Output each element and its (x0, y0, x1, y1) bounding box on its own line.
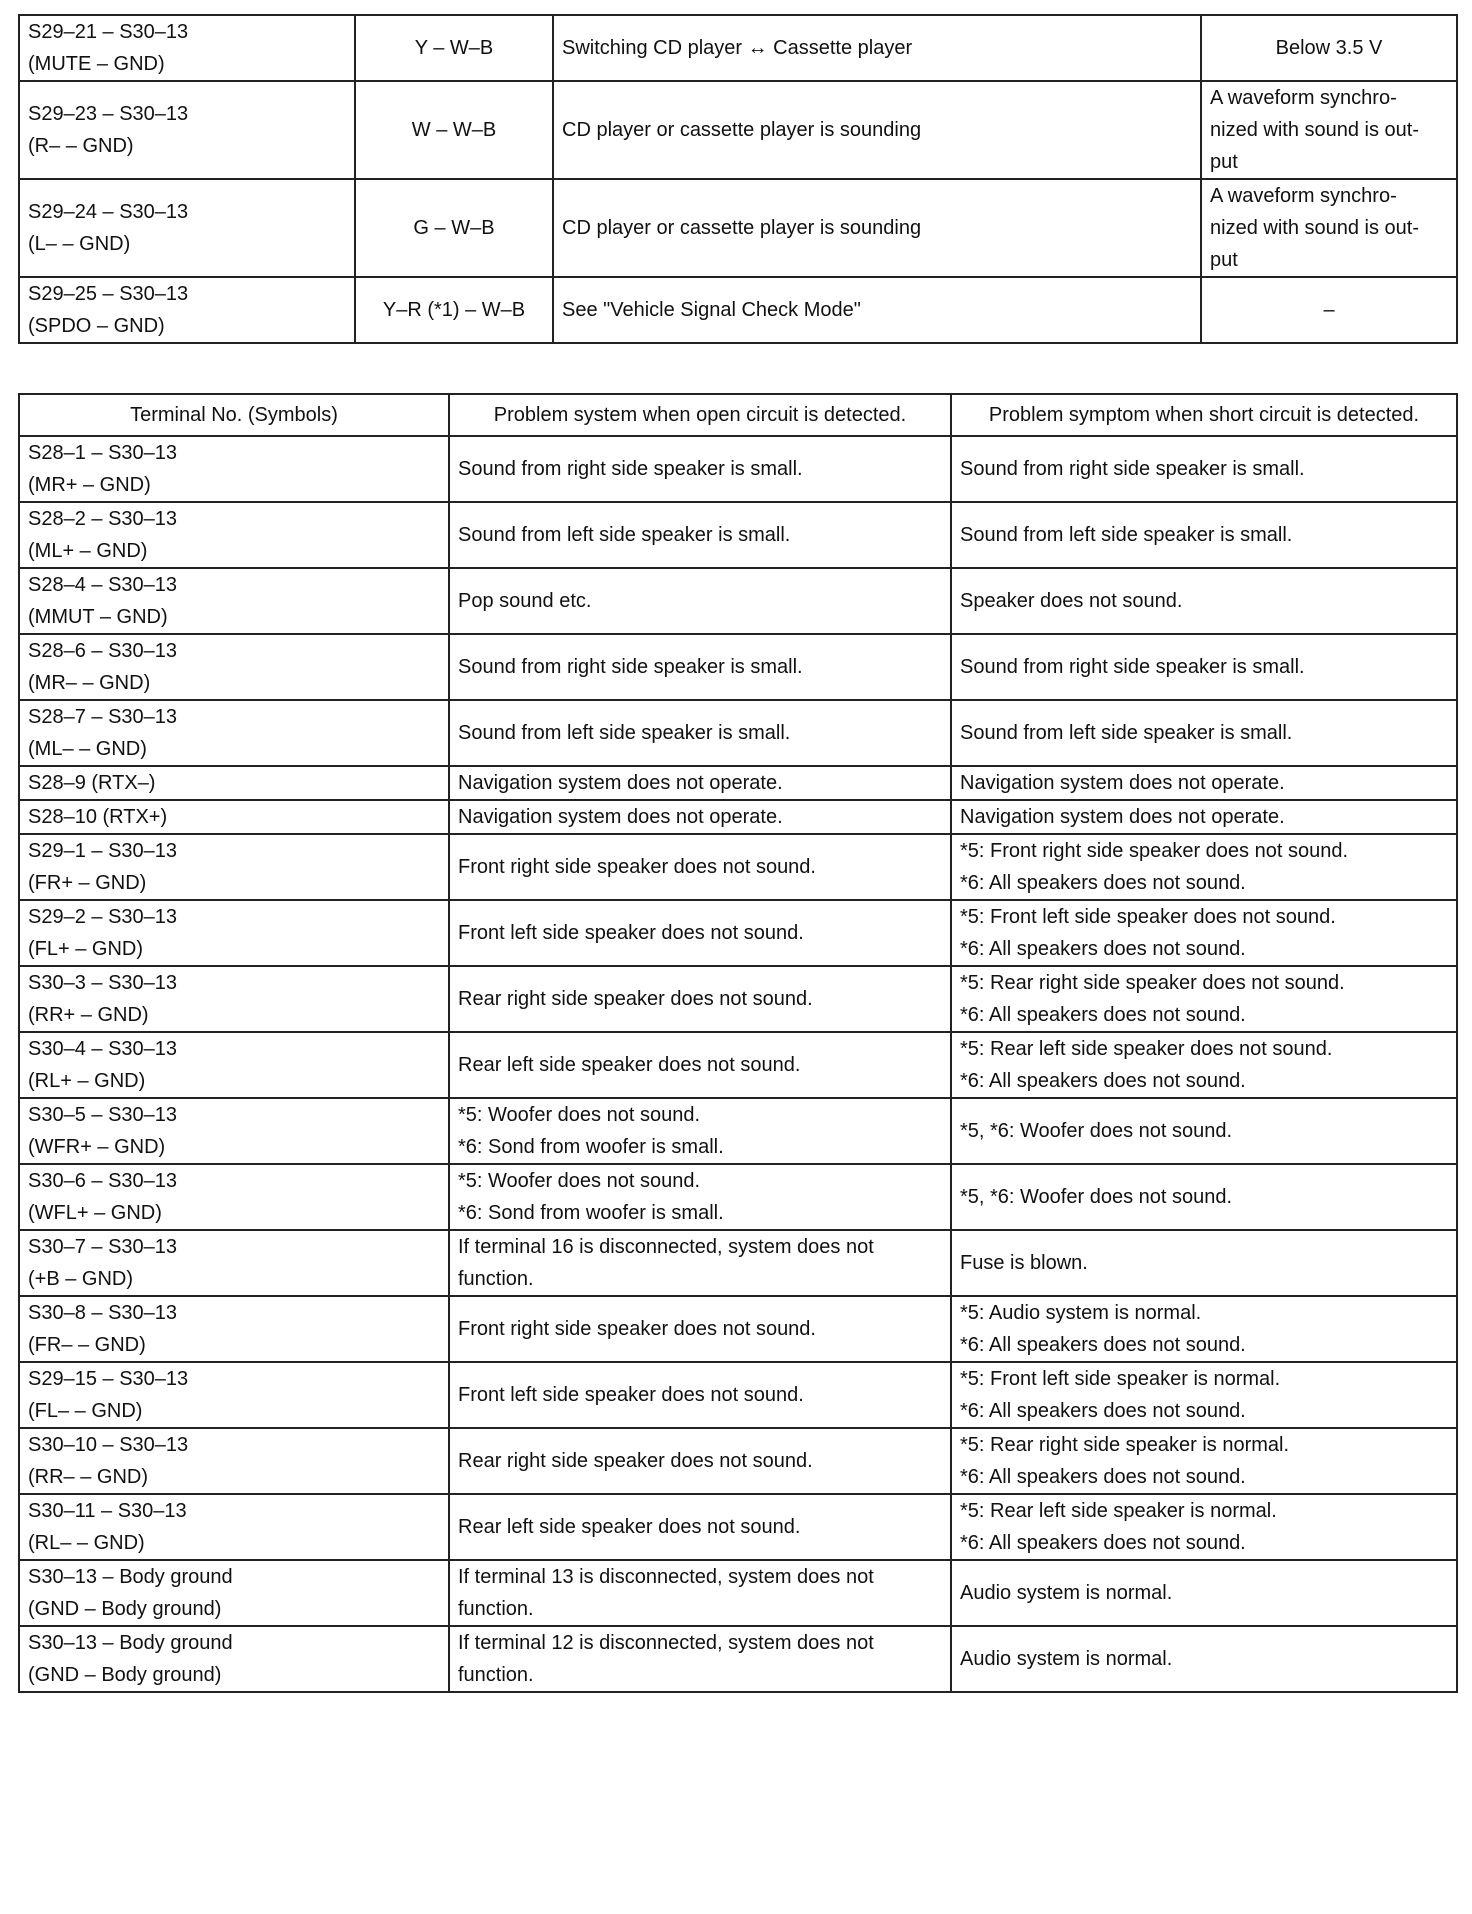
terminal-cell-line: (RL– – GND) (28, 1532, 145, 1554)
terminal-cell (19, 1560, 449, 1626)
table-row (19, 1032, 1457, 1098)
table-row (19, 634, 1457, 700)
table-row (19, 1560, 1457, 1626)
short-circuit-cell-line: *6: All speakers does not sound. (960, 872, 1246, 894)
short-circuit-cell-line: *5: Front left side speaker is normal. (960, 1368, 1281, 1390)
terminal-cell-line: S28–9 (RTX–) (28, 772, 156, 794)
terminal-cell-line: (MR– – GND) (28, 672, 151, 694)
terminal-cell-line: (WFL+ – GND) (28, 1202, 162, 1224)
table-row (19, 1362, 1457, 1428)
specified-value-cell (1201, 277, 1457, 343)
short-circuit-cell-line: Sound from left side speaker is small. (960, 524, 1293, 546)
open-circuit-cell (449, 502, 951, 568)
table-row (19, 834, 1457, 900)
terminal-cell-line: (RL+ – GND) (28, 1070, 146, 1092)
open-circuit-cell-line: *5: Woofer does not sound. (458, 1104, 701, 1126)
specified-value-cell-line: A waveform synchro- (1210, 185, 1397, 207)
open-circuit-cell (449, 568, 951, 634)
open-circuit-cell-line: Pop sound etc. (458, 590, 592, 612)
table-row (19, 1296, 1457, 1362)
open-circuit-cell (449, 1296, 951, 1362)
terminal-cell (19, 1098, 449, 1164)
open-circuit-cell (449, 1230, 951, 1296)
table-row (19, 1428, 1457, 1494)
short-circuit-cell-line: *5, *6: Woofer does not sound. (960, 1120, 1233, 1142)
short-circuit-cell-line: *6: All speakers does not sound. (960, 1400, 1246, 1422)
condition-cell: Switching CD player ↔ Cassette player (553, 15, 1201, 81)
short-circuit-cell-line: *6: All speakers does not sound. (960, 1334, 1246, 1356)
specified-value-cell-line: put (1210, 249, 1238, 271)
open-circuit-cell-line: function. (458, 1664, 534, 1686)
terminal-cell (19, 766, 449, 800)
short-circuit-cell (951, 1626, 1457, 1692)
specified-value-cell-line: nized with sound is out- (1210, 119, 1420, 141)
terminal-cell (19, 900, 449, 966)
header-terminal: Terminal No. (Symbols) (19, 394, 449, 436)
table-row (19, 502, 1457, 568)
terminal-cell-line: (R– – GND) (28, 135, 134, 157)
table-row (19, 1098, 1457, 1164)
table-row (19, 800, 1457, 834)
open-circuit-cell-line: Front right side speaker does not sound. (458, 856, 816, 878)
short-circuit-cell-line: *5: Rear left side speaker is normal. (960, 1500, 1277, 1522)
short-circuit-cell (951, 1098, 1457, 1164)
short-circuit-cell (951, 1362, 1457, 1428)
short-circuit-cell (951, 834, 1457, 900)
terminal-cell (19, 1230, 449, 1296)
terminal-cell-line: S30–13 – Body ground (28, 1566, 233, 1588)
terminal-cell-line: S29–2 – S30–13 (28, 906, 178, 928)
short-circuit-cell-line: *6: All speakers does not sound. (960, 1466, 1246, 1488)
short-circuit-cell-line: *5: Front left side speaker does not sound. (960, 906, 1336, 928)
terminal-cell-line: (ML+ – GND) (28, 540, 148, 562)
terminal-cell (19, 277, 355, 343)
open-circuit-cell (449, 900, 951, 966)
open-circuit-cell (449, 766, 951, 800)
open-circuit-cell (449, 1626, 951, 1692)
open-circuit-cell (449, 1560, 951, 1626)
header-short-circuit: Problem symptom when short circuit is detected. (951, 394, 1457, 436)
terminal-cell-line: (GND – Body ground) (28, 1598, 222, 1620)
terminal-cell-line: S30–5 – S30–13 (28, 1104, 178, 1126)
open-circuit-cell-line: Sound from right side speaker is small. (458, 458, 803, 480)
terminal-cell-line: S29–1 – S30–13 (28, 840, 178, 862)
short-circuit-cell (951, 568, 1457, 634)
short-circuit-cell-line: Fuse is blown. (960, 1252, 1088, 1274)
open-circuit-cell-line: *6: Sond from woofer is small. (458, 1202, 724, 1224)
terminal-cell-line: (MUTE – GND) (28, 53, 165, 75)
short-circuit-cell-line: Sound from right side speaker is small. (960, 656, 1305, 678)
open-circuit-cell-line: Navigation system does not operate. (458, 772, 783, 794)
terminal-cell-line: S28–2 – S30–13 (28, 508, 178, 530)
terminal-cell (19, 568, 449, 634)
terminal-cell-line: S28–6 – S30–13 (28, 640, 178, 662)
short-circuit-cell (951, 700, 1457, 766)
open-circuit-cell (449, 700, 951, 766)
terminal-voltage-table-body (19, 15, 1457, 343)
terminal-cell-line: S30–10 – S30–13 (28, 1434, 189, 1456)
open-circuit-cell-line: If terminal 13 is disconnected, system does not (458, 1566, 874, 1588)
table-row (19, 1230, 1457, 1296)
open-circuit-cell (449, 800, 951, 834)
terminal-cell-line: S30–11 – S30–13 (28, 1500, 187, 1522)
terminal-cell-line: (MR+ – GND) (28, 474, 151, 496)
open-circuit-cell-line: *5: Woofer does not sound. (458, 1170, 701, 1192)
terminal-cell-line: (FL– – GND) (28, 1400, 143, 1422)
terminal-cell (19, 1362, 449, 1428)
terminal-cell-line: S29–21 – S30–13 (28, 21, 189, 43)
short-circuit-cell-line: *5, *6: Woofer does not sound. (960, 1186, 1233, 1208)
terminal-cell-line: (FR+ – GND) (28, 872, 147, 894)
short-circuit-cell (951, 634, 1457, 700)
terminal-cell-line: (ML– – GND) (28, 738, 147, 760)
specified-value-cell (1201, 81, 1457, 179)
specified-value-cell-line: put (1210, 151, 1238, 173)
open-circuit-cell-line: function. (458, 1268, 534, 1290)
wire-color-cell: G – W–B (355, 179, 553, 277)
terminal-cell-line: S28–1 – S30–13 (28, 442, 178, 464)
open-circuit-cell-line: Navigation system does not operate. (458, 806, 783, 828)
short-circuit-cell-line: Audio system is normal. (960, 1648, 1173, 1670)
open-circuit-cell (449, 966, 951, 1032)
terminal-cell-line: (SPDO – GND) (28, 315, 165, 337)
wire-color-cell: Y–R (*1) – W–B (355, 277, 553, 343)
terminal-cell (19, 700, 449, 766)
terminal-cell (19, 502, 449, 568)
circuit-problem-table-header (19, 394, 1457, 436)
terminal-cell-line: (GND – Body ground) (28, 1664, 222, 1686)
terminal-cell-line: S29–15 – S30–13 (28, 1368, 189, 1390)
terminal-cell-line: S28–4 – S30–13 (28, 574, 178, 596)
open-circuit-cell-line: function. (458, 1598, 534, 1620)
table-row (19, 1164, 1457, 1230)
terminal-cell-line: S30–8 – S30–13 (28, 1302, 178, 1324)
short-circuit-cell-line: Audio system is normal. (960, 1582, 1173, 1604)
header-open-circuit: Problem system when open circuit is detected. (449, 394, 951, 436)
table-row (19, 966, 1457, 1032)
circuit-problem-table-body (19, 436, 1457, 1692)
short-circuit-cell-line: *5: Front right side speaker does not sound. (960, 840, 1349, 862)
terminal-cell-line: (FL+ – GND) (28, 938, 144, 960)
terminal-cell (19, 81, 355, 179)
open-circuit-cell-line: Front left side speaker does not sound. (458, 1384, 804, 1406)
terminal-cell (19, 834, 449, 900)
terminal-cell (19, 634, 449, 700)
wire-color-cell: Y – W–B (355, 15, 553, 81)
short-circuit-cell (951, 1428, 1457, 1494)
terminal-cell-line: (RR– – GND) (28, 1466, 149, 1488)
condition-cell: See "Vehicle Signal Check Mode" (553, 277, 1201, 343)
short-circuit-cell-line: *5: Audio system is normal. (960, 1302, 1202, 1324)
terminal-cell-line: S29–25 – S30–13 (28, 283, 189, 305)
terminal-cell (19, 1494, 449, 1560)
terminal-cell-line: S28–10 (RTX+) (28, 806, 168, 828)
specified-value-cell-line: Below 3.5 V (1275, 37, 1383, 59)
short-circuit-cell-line: *6: All speakers does not sound. (960, 1004, 1246, 1026)
terminal-cell-line: S29–23 – S30–13 (28, 103, 189, 125)
open-circuit-cell (449, 634, 951, 700)
terminal-cell-line: S30–7 – S30–13 (28, 1236, 178, 1258)
short-circuit-cell (951, 966, 1457, 1032)
short-circuit-cell (951, 1230, 1457, 1296)
short-circuit-cell-line: *5: Rear right side speaker is normal. (960, 1434, 1290, 1456)
header-row (19, 394, 1457, 436)
terminal-cell (19, 436, 449, 502)
short-circuit-cell (951, 436, 1457, 502)
open-circuit-cell-line: *6: Sond from woofer is small. (458, 1136, 724, 1158)
short-circuit-cell (951, 1164, 1457, 1230)
short-circuit-cell-line: Sound from left side speaker is small. (960, 722, 1293, 744)
table-row (19, 179, 1457, 277)
terminal-cell (19, 179, 355, 277)
terminal-cell-line: (MMUT – GND) (28, 606, 168, 628)
terminal-cell (19, 1296, 449, 1362)
table-row (19, 436, 1457, 502)
table-row (19, 1494, 1457, 1560)
open-circuit-cell (449, 436, 951, 502)
terminal-cell (19, 966, 449, 1032)
condition-cell: CD player or cassette player is sounding (553, 179, 1201, 277)
open-circuit-cell-line: Front left side speaker does not sound. (458, 922, 804, 944)
terminal-cell-line: (WFR+ – GND) (28, 1136, 166, 1158)
short-circuit-cell (951, 1296, 1457, 1362)
terminal-cell (19, 1428, 449, 1494)
table-row (19, 81, 1457, 179)
open-circuit-cell-line: Sound from right side speaker is small. (458, 656, 803, 678)
short-circuit-cell (951, 800, 1457, 834)
terminal-cell (19, 1626, 449, 1692)
table-row (19, 700, 1457, 766)
condition-cell: CD player or cassette player is sounding (553, 81, 1201, 179)
short-circuit-cell-line: *6: All speakers does not sound. (960, 1070, 1246, 1092)
wire-color-cell: W – W–B (355, 81, 553, 179)
open-circuit-cell-line: Rear right side speaker does not sound. (458, 988, 813, 1010)
specified-value-cell (1201, 15, 1457, 81)
short-circuit-cell (951, 900, 1457, 966)
open-circuit-cell-line: If terminal 12 is disconnected, system does not (458, 1632, 874, 1654)
short-circuit-cell-line: Navigation system does not operate. (960, 806, 1285, 828)
terminal-voltage-table (18, 14, 1458, 344)
specified-value-cell-line: nized with sound is out- (1210, 217, 1420, 239)
short-circuit-cell (951, 1032, 1457, 1098)
short-circuit-cell (951, 1560, 1457, 1626)
short-circuit-cell-line: Sound from right side speaker is small. (960, 458, 1305, 480)
short-circuit-cell-line: *6: All speakers does not sound. (960, 938, 1246, 960)
short-circuit-cell (951, 502, 1457, 568)
open-circuit-cell (449, 834, 951, 900)
open-circuit-cell-line: Sound from left side speaker is small. (458, 722, 791, 744)
terminal-cell-line: (FR– – GND) (28, 1334, 146, 1356)
table-row (19, 568, 1457, 634)
specified-value-cell-line: A waveform synchro- (1210, 87, 1397, 109)
specified-value-cell (1201, 179, 1457, 277)
circuit-problem-table (18, 393, 1458, 1693)
short-circuit-cell-line: *5: Rear left side speaker does not sound. (960, 1038, 1333, 1060)
terminal-cell (19, 1032, 449, 1098)
open-circuit-cell (449, 1098, 951, 1164)
open-circuit-cell (449, 1428, 951, 1494)
terminal-cell-line: S28–7 – S30–13 (28, 706, 178, 728)
short-circuit-cell (951, 1494, 1457, 1560)
terminal-cell-line: S29–24 – S30–13 (28, 201, 189, 223)
open-circuit-cell (449, 1362, 951, 1428)
terminal-cell-line: (L– – GND) (28, 233, 131, 255)
open-circuit-cell-line: Sound from left side speaker is small. (458, 524, 791, 546)
short-circuit-cell-line: Navigation system does not operate. (960, 772, 1285, 794)
table-row (19, 900, 1457, 966)
open-circuit-cell (449, 1494, 951, 1560)
terminal-cell-line: (+B – GND) (28, 1268, 134, 1290)
terminal-cell-line: S30–6 – S30–13 (28, 1170, 178, 1192)
terminal-cell (19, 800, 449, 834)
terminal-cell (19, 1164, 449, 1230)
terminal-cell (19, 15, 355, 81)
short-circuit-cell-line: Speaker does not sound. (960, 590, 1183, 612)
terminal-cell-line: S30–13 – Body ground (28, 1632, 233, 1654)
open-circuit-cell-line: Rear right side speaker does not sound. (458, 1450, 813, 1472)
open-circuit-cell-line: If terminal 16 is disconnected, system does not (458, 1236, 874, 1258)
table-row (19, 277, 1457, 343)
open-circuit-cell (449, 1032, 951, 1098)
table-row (19, 1626, 1457, 1692)
open-circuit-cell-line: Rear left side speaker does not sound. (458, 1516, 801, 1538)
table-row (19, 15, 1457, 81)
open-circuit-cell (449, 1164, 951, 1230)
open-circuit-cell-line: Front right side speaker does not sound. (458, 1318, 816, 1340)
open-circuit-cell-line: Rear left side speaker does not sound. (458, 1054, 801, 1076)
short-circuit-cell (951, 766, 1457, 800)
specified-value-cell-line: – (1323, 299, 1335, 321)
terminal-cell-line: (RR+ – GND) (28, 1004, 149, 1026)
terminal-cell-line: S30–3 – S30–13 (28, 972, 178, 994)
terminal-cell-line: S30–4 – S30–13 (28, 1038, 178, 1060)
short-circuit-cell-line: *6: All speakers does not sound. (960, 1532, 1246, 1554)
table-row (19, 766, 1457, 800)
short-circuit-cell-line: *5: Rear right side speaker does not sound. (960, 972, 1345, 994)
